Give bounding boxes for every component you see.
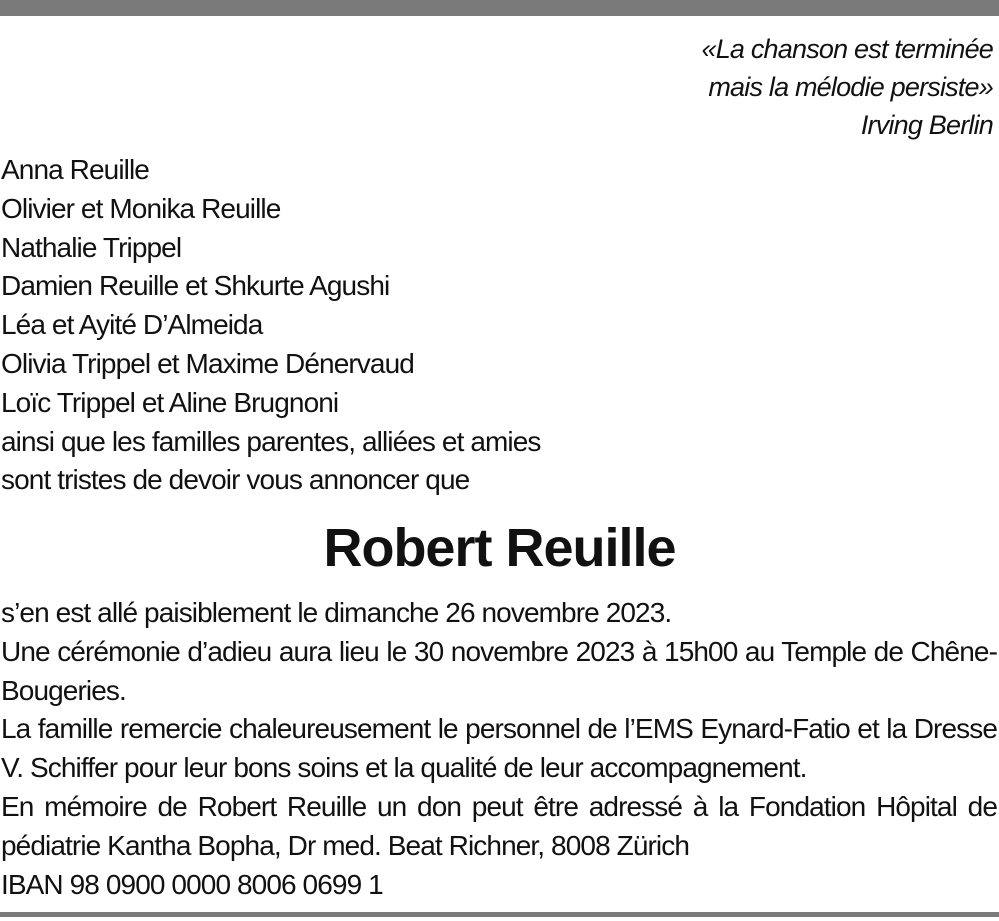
quote-line-1: «La chanson est terminée xyxy=(701,34,993,64)
family-member: Loïc Trippel et Aline Brugnoni xyxy=(1,386,339,418)
donation-text: En mémoire de Robert Reuille un don peut être adressé à la Fondation Hôpital de pédiatrie Kantha Bopha, Dr med. Beat Richner, 8008 Zürich xyxy=(1,790,997,861)
family-member: Olivia Trippel et Maxime Dénervaud xyxy=(1,347,414,379)
iban-text: IBAN 98 0900 0000 8006 0699 1 xyxy=(1,868,383,900)
ceremony-text: Une cérémonie d’adieu aura lieu le 30 novembre 2023 à 15h00 au Temple de Chêne-Bougeries. xyxy=(1,635,997,706)
family-member: Anna Reuille xyxy=(1,154,149,185)
notice-body xyxy=(1,594,997,904)
epigraph-quote xyxy=(702,30,994,144)
passed-away-text: s’en est allé paisiblement le dimanche 26 novembre 2023. xyxy=(1,597,672,628)
family-member: Léa et Ayité D’Almeida xyxy=(1,309,263,341)
family-list xyxy=(1,151,541,500)
deceased-name: Robert Reuille xyxy=(323,518,676,578)
family-relatives-line: ainsi que les familles parentes, alliées et amies xyxy=(1,425,541,457)
family-member: Damien Reuille et Shkurte Agushi xyxy=(1,270,390,302)
quote-line-2: mais la mélodie persiste» xyxy=(708,72,993,102)
announcement-line: sont tristes de devoir vous annoncer que xyxy=(1,464,470,496)
bottom-rule xyxy=(0,912,999,917)
family-member: Olivier et Monika Reuille xyxy=(1,192,281,224)
thanks-text: La famille remercie chaleureusement le personnel de l’EMS Eynard-Fatio et la Dresse V. Schiffer pour leur bons soins et la qualité de leur accompagnement. xyxy=(1,713,997,784)
top-rule xyxy=(0,0,999,16)
family-member: Nathalie Trippel xyxy=(1,231,182,263)
quote-author: Irving Berlin xyxy=(860,110,993,140)
